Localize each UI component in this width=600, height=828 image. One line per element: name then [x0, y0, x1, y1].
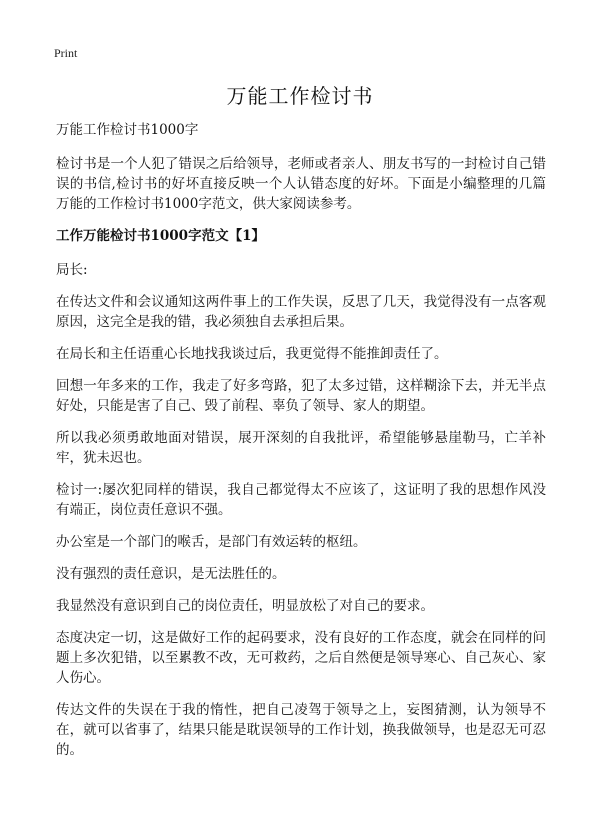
- body-paragraph-6: 办公室是一个部门的喉舌，是部门有效运转的枢纽。: [56, 534, 367, 550]
- salutation: 局长:: [56, 262, 88, 278]
- body-paragraph-7: 没有强烈的责任意识，是无法胜任的。: [56, 566, 286, 582]
- body-paragraph-3: 回想一年多来的工作，我走了好多弯路，犯了太多过错，这样糊涂下去，并无半点好处，只能是害了自己、毁了前程、辜负了领导、家人的期望。: [56, 378, 546, 414]
- section-heading: 工作万能检讨书1000字范文【1】: [56, 228, 265, 244]
- body-paragraph-9: 态度决定一切，这是做好工作的起码要求，没有良好的工作态度，就会在同样的问题上多次犯错，以至累教不改，无可救药，之后自然便是领导寒心、自己灰心、家人伤心。: [56, 630, 546, 686]
- body-paragraph-4: 所以我必须勇敢地面对错误，展开深刻的自我批评，希望能够悬崖勒马，亡羊补牢，犹未迟也。: [56, 430, 546, 466]
- print-label[interactable]: Print: [54, 46, 78, 60]
- intro-paragraph: 检讨书是一个人犯了错误之后给领导，老师或者亲人、朋友书写的一封检讨自己错误的书信,检讨书的好坏直接反映一个人认错态度的好坏。下面是小编整理的几篇万能的工作检讨书1000字范文，供大家阅读参考。: [56, 156, 546, 212]
- body-paragraph-5: 检讨一:屡次犯同样的错误，我自己都觉得太不应该了，这证明了我的思想作风没有端正，岗位责任意识不强。: [56, 482, 546, 518]
- page-title: 万能工作检讨书: [226, 84, 374, 108]
- body-paragraph-1: 在传达文件和会议通知这两件事上的工作失误，反思了几天，我觉得没有一点客观原因，这完全是我的错，我必须独自去承担后果。: [56, 294, 546, 330]
- body-paragraph-8: 我显然没有意识到自己的岗位责任，明显放松了对自己的要求。: [56, 598, 434, 614]
- body-paragraph-2: 在局长和主任语重心长地找我谈过后，我更觉得不能推卸责任了。: [56, 346, 448, 362]
- body-paragraph-10: 传达文件的失误在于我的惰性，把自己凌驾于领导之上，妄图猜测，认为领导不在，就可以省事了，结果只能是耽误领导的工作计划，换我做领导，也是忍无可忍的。: [56, 702, 546, 758]
- document-body: [56, 120, 546, 772]
- document-subtitle: 万能工作检讨书1000字: [56, 122, 199, 138]
